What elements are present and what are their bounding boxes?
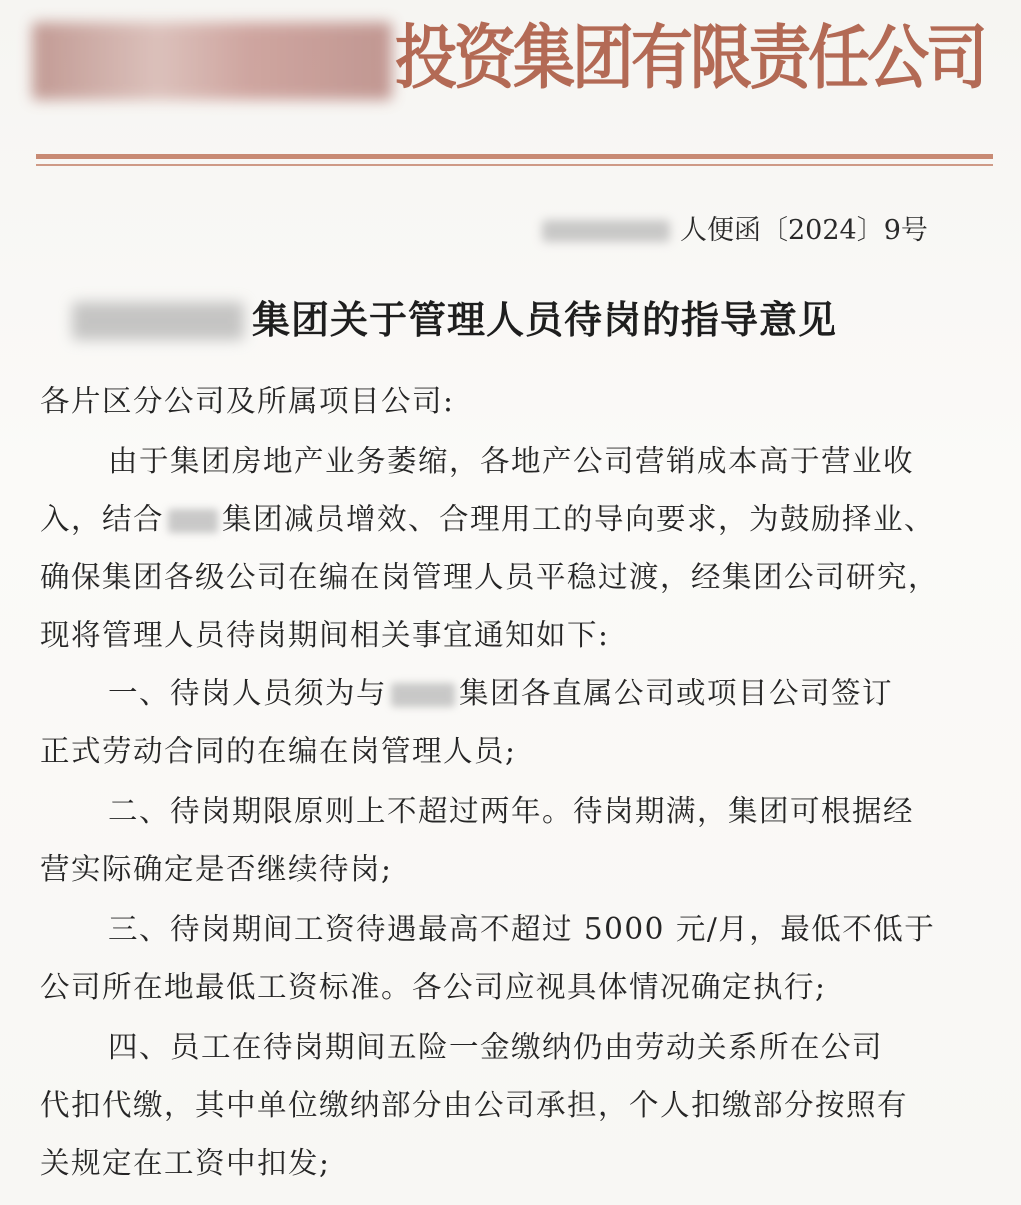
- intro-line-2: [40, 496, 935, 542]
- item-4-line-3: 关规定在工资中扣发;: [40, 1146, 331, 1180]
- item-4-line-2: 代扣代缴，其中单位缴纳部分由公司承担，个人扣缴部分按照有: [40, 1088, 909, 1122]
- item-1-line-1: [108, 670, 893, 716]
- intro-line-2-end: 集团减员增效、合理用工的导向要求，为鼓励择业、: [222, 502, 936, 536]
- intro-line-4: 现将管理人员待岗期间相关事宜通知如下:: [40, 618, 610, 652]
- letterhead: [0, 0, 1021, 180]
- intro-line-3: 确保集团各级公司在编在岗管理人员平稳过渡，经集团公司研究，: [40, 560, 940, 594]
- item-1-line-1-end: 集团各直属公司或项目公司签订: [459, 676, 894, 710]
- document-number: 人便函〔2024〕9号: [680, 215, 928, 246]
- letterhead-rule-thick: [36, 154, 993, 159]
- item-1-line-2: 正式劳动合同的在编在岗管理人员;: [40, 734, 517, 768]
- intro-line-2-start: 入，结合: [40, 502, 165, 536]
- letterhead-company-name: 投资集团有限责任公司: [395, 16, 986, 99]
- addressee: 各片区分公司及所属项目公司:: [40, 384, 455, 418]
- item-2-line-1: 二、待岗期限原则上不超过两年。待岗期满，集团可根据经: [108, 794, 915, 828]
- item-4-line-1: 四、员工在待岗期间五险一金缴纳仍由劳动关系所在公司: [108, 1030, 884, 1064]
- item-3-line-1: 三、待岗期间工资待遇最高不超过 5000 元/月，最低不低于: [108, 912, 936, 946]
- letterhead-rule-thin: [36, 164, 993, 166]
- item-1-line-1-start: 一、待岗人员须为与: [108, 676, 388, 710]
- redacted-doc-prefix: [542, 220, 670, 242]
- intro-line-1: 由于集团房地产业务萎缩，各地产公司营销成本高于营业收: [108, 444, 915, 478]
- redacted-heading-prefix: [72, 302, 244, 340]
- redacted-company-prefix: [32, 22, 392, 100]
- item-2-line-2: 营实际确定是否继续待岗;: [40, 852, 393, 886]
- redacted-name: [168, 509, 218, 533]
- redacted-name: [391, 683, 455, 707]
- document-title: 集团关于管理人员待岗的指导意见: [252, 298, 838, 342]
- item-3-line-2: 公司所在地最低工资标准。各公司应视具体情况确定执行;: [40, 970, 827, 1004]
